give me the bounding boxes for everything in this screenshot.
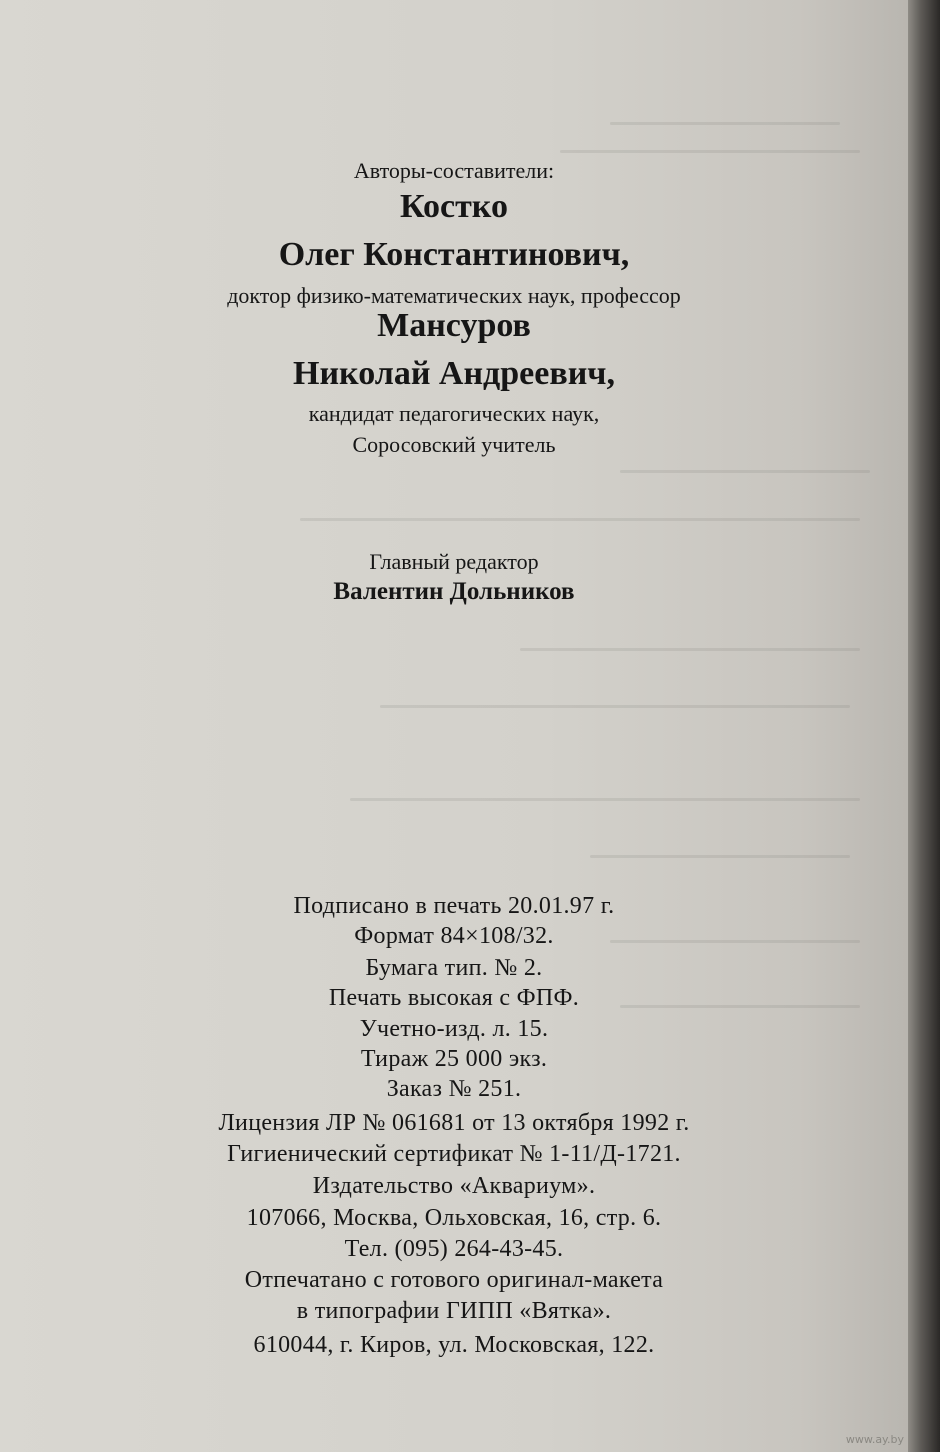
imprint-line: Отпечатано с готового оригинал-макета [244,1267,664,1293]
authors-heading: Авторы-составители: [353,158,555,183]
imprint-line: Тел. (095) 264-43-45. [344,1236,564,1262]
imprint-line: Бумага тип. № 2. [365,955,543,981]
imprint-line: Печать высокая с ФПФ. [328,985,580,1011]
show-through-line [620,470,870,473]
imprint-line: 610044, г. Киров, ул. Московская, 122. [253,1332,655,1358]
show-through-line [380,705,850,708]
imprint-line: Гигиенический сертификат № 1-11/Д-1721. [227,1141,681,1167]
author1-title: доктор физико-математических наук, профессор [227,283,681,308]
show-through-line [610,122,840,125]
author2-name: Николай Андреевич, [293,355,615,392]
show-through-line [300,518,860,521]
imprint-line: Издательство «Аквариум». [312,1173,596,1199]
imprint-line: Заказ № 251. [386,1076,522,1102]
imprint-line: 107066, Москва, Ольховская, 16, стр. 6. [246,1205,662,1231]
show-through-line [350,798,860,801]
watermark: www.ay.by [845,1433,904,1446]
imprint-line: Учетно-изд. л. 15. [359,1016,549,1042]
show-through-line [520,648,860,651]
imprint-line: в типографии ГИПП «Вятка». [296,1298,612,1324]
show-through-line [560,150,860,153]
author1-name: Олег Константинович, [278,236,630,273]
page-edge-shadow [908,0,940,1452]
editor-name: Валентин Дольников [333,578,575,605]
author2-surname: Мансуров [377,307,531,344]
author2-title: Соросовский учитель [352,432,556,457]
imprint-line: Подписано в печать 20.01.97 г. [293,893,615,919]
show-through-line [590,855,850,858]
imprint-line: Тираж 25 000 экз. [360,1046,548,1072]
imprint-line: Лицензия ЛР № 061681 от 13 октября 1992 г. [218,1110,690,1136]
author2-title: кандидат педагогических наук, [308,401,600,426]
imprint-line: Формат 84×108/32. [354,923,554,949]
editor-heading: Главный редактор [369,549,539,574]
author1-surname: Костко [400,188,508,225]
